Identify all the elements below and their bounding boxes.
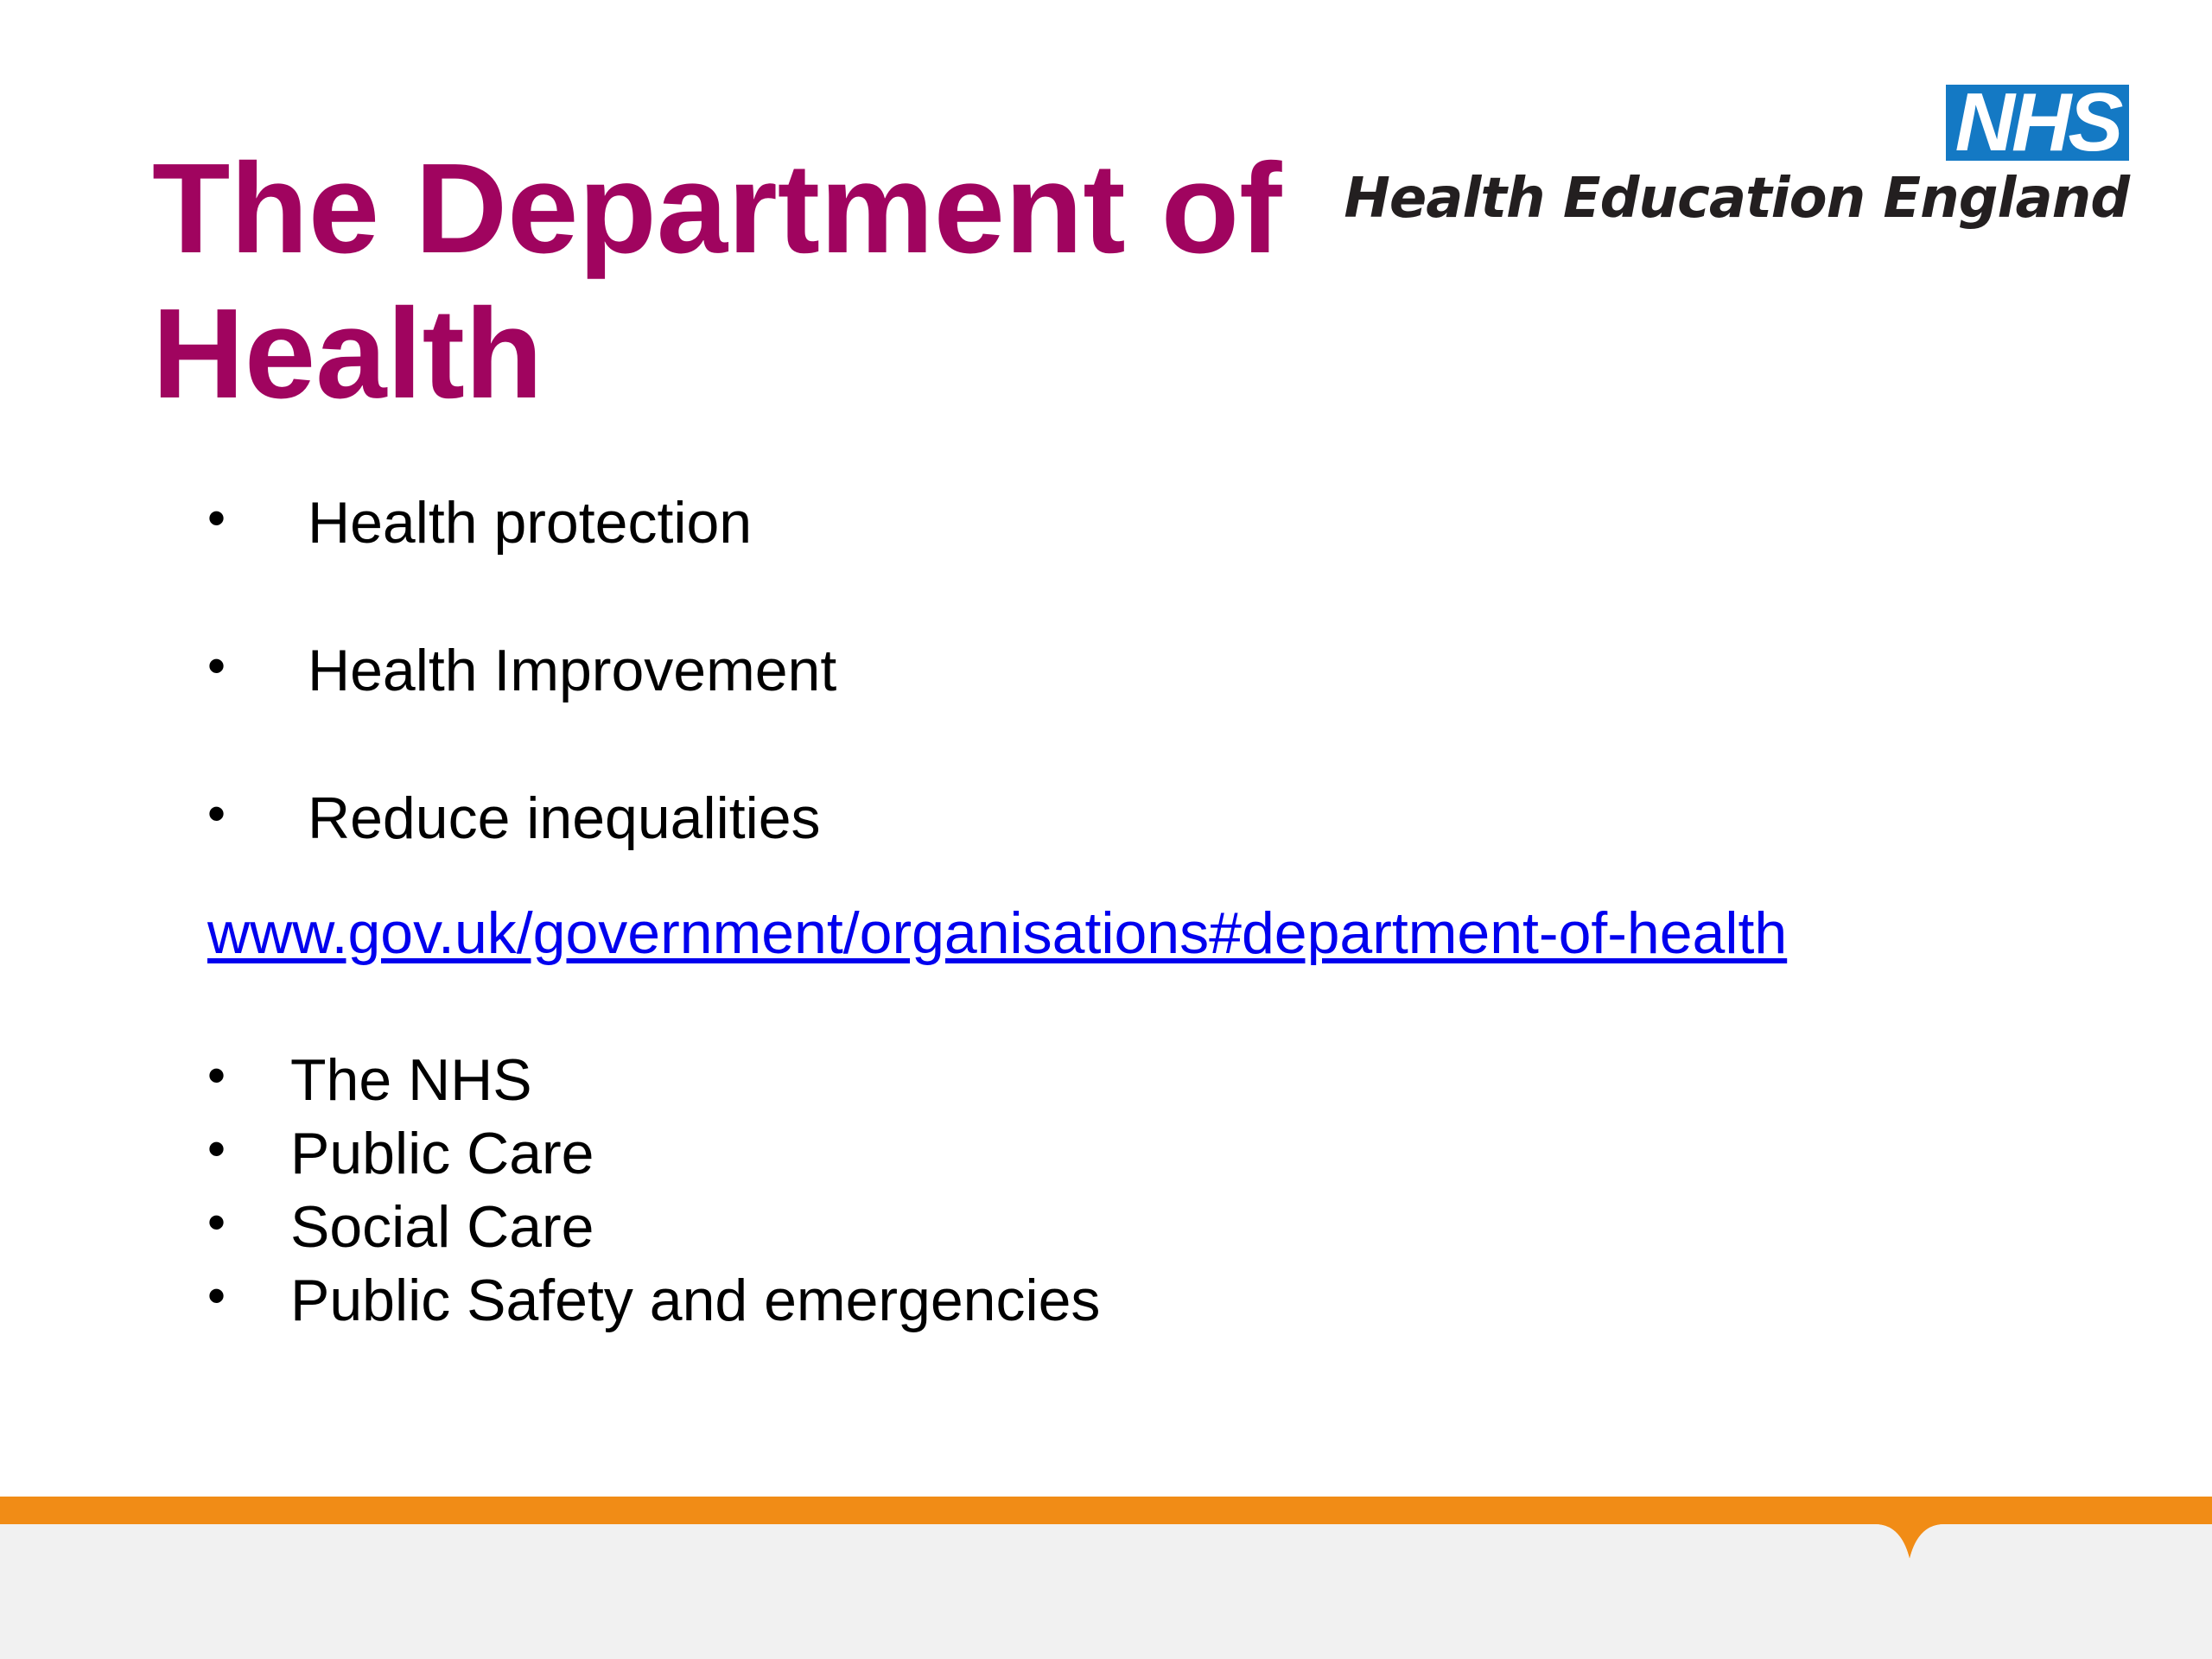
list-item-text: The NHS	[290, 1047, 532, 1113]
organisation-name: Health Education England	[1344, 167, 2129, 231]
slide-title: The Department of Health	[152, 137, 1282, 425]
bullet-dot-icon: •	[207, 637, 226, 695]
bullet-dot-icon: •	[207, 785, 226, 842]
list-item-text: Reduce inequalities	[308, 785, 821, 851]
bullet-dot-icon: •	[207, 1120, 226, 1178]
list-item-text: Public Safety and emergencies	[290, 1268, 1101, 1333]
footer-band	[0, 1497, 2212, 1659]
department-of-health-link[interactable]: www.gov.uk/government/organisations#department-of-health	[207, 900, 1788, 966]
list-item	[207, 745, 836, 893]
list-item-text: Public Care	[290, 1121, 594, 1186]
bullet-dot-icon: •	[207, 489, 226, 547]
bullet-list-top	[207, 449, 836, 893]
list-item	[207, 1117, 1100, 1191]
list-item-text: Social Care	[290, 1194, 594, 1260]
nhs-hee-logo	[1344, 85, 2129, 240]
bullet-dot-icon: •	[207, 1193, 226, 1251]
bullet-dot-icon: •	[207, 1046, 226, 1104]
footer-grey-panel	[0, 1524, 2212, 1659]
list-item-text: Health protection	[308, 490, 753, 556]
list-item	[207, 597, 836, 745]
bullet-list-bottom	[207, 1044, 1100, 1338]
nhs-logo-mark: NHS	[1946, 85, 2129, 161]
list-item	[207, 449, 836, 597]
list-item-text: Health Improvement	[308, 638, 837, 703]
list-item	[207, 1264, 1100, 1338]
bullet-dot-icon: •	[207, 1267, 226, 1325]
list-item	[207, 1044, 1100, 1117]
list-item	[207, 1191, 1100, 1264]
